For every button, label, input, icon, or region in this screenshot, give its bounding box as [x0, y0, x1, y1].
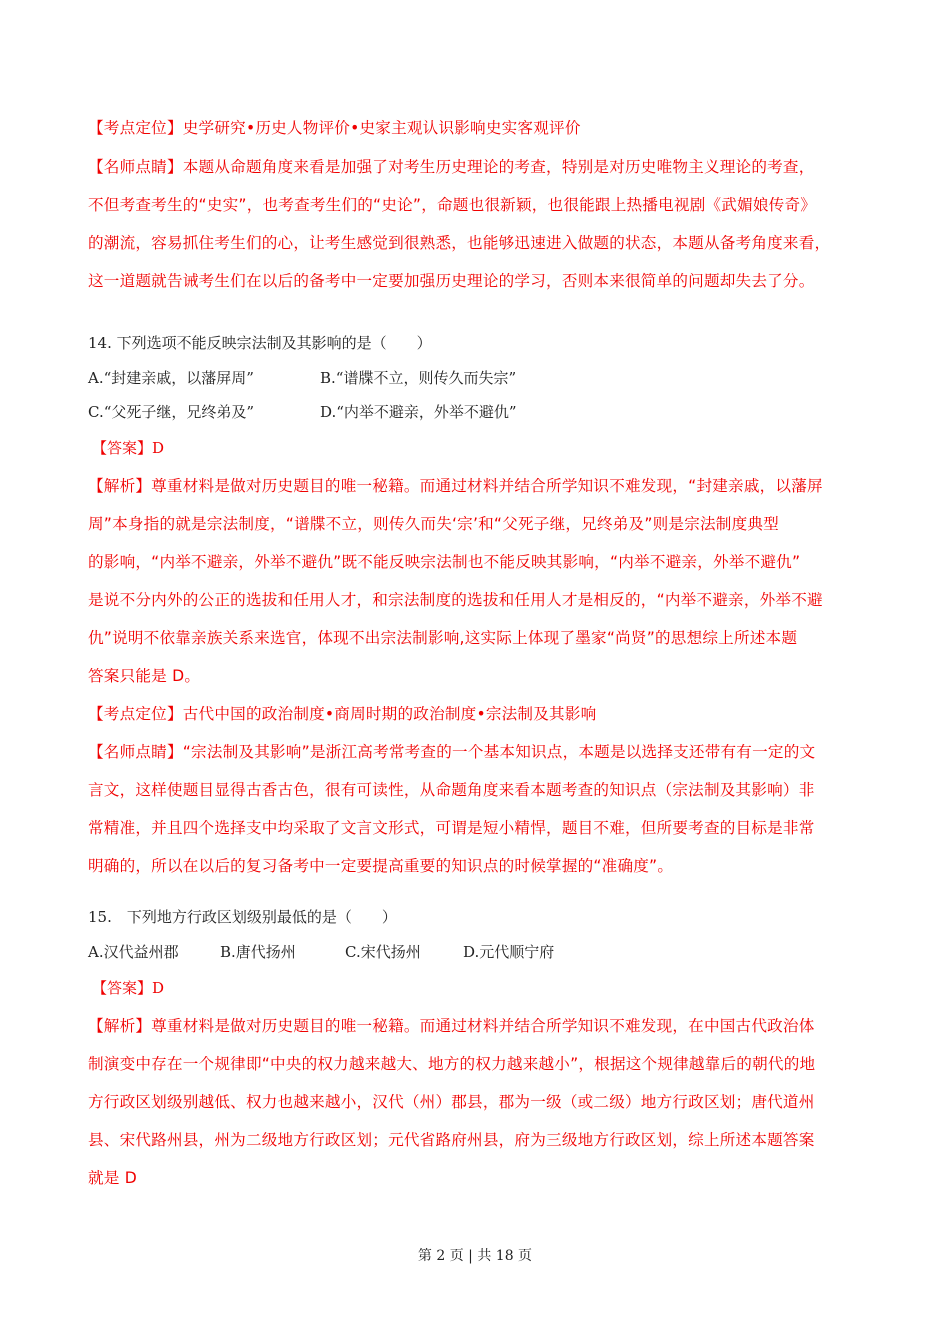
q15-option-d: D.元代顺宁府 [463, 943, 555, 961]
q14-analysis-line: 周”本身指的就是宗法制度，“谱牒不立，则传久而失‘宗’和“父死子继，兄终弟及”则是宗法制度典型 [88, 515, 779, 533]
q14-mingshi-line: 常精准，并且四个选择支中均采取了文言文形式，可谓是短小精悍，题目不难，但所要考查的目标是非常 [88, 819, 815, 837]
q13-mingshi-line: 不但考查考生的“史实”，也考查考生们的“史论”，命题也很新颖，也很能跟上热播电视剧《武媚娘传奇》 [88, 196, 817, 214]
q14-option-b: B.“谱牒不立，则传久而失宗” [320, 369, 517, 387]
q15-analysis-line: 方行政区划级别越低、权力也越来越小，汉代（州）郡县，郡为一级（或二级）地方行政区划；唐代道州 [88, 1093, 815, 1111]
q14-option-a: A.“封建亲戚，以藩屏周” [88, 369, 254, 387]
q14-stem: 14. 下列选项不能反映宗法制及其影响的是（ ） [88, 334, 432, 352]
q15-option-c: C.宋代扬州 [345, 943, 421, 961]
q14-analysis-line: 仇”说明不依靠亲族关系来选官，体现不出宗法制影响,这实际上体现了墨家“尚贤”的思想综上所述本题 [88, 629, 798, 647]
q14-option-c: C.“父死子继，兄终弟及” [88, 403, 255, 421]
q13-mingshi-line: 的潮流，容易抓住考生们的心，让考生感觉到很熟悉，也能够迅速进入做题的状态，本题从备考角度来看， [88, 234, 831, 252]
q15-answer: 【答案】D [92, 979, 165, 997]
q15-analysis-line: 制演变中存在一个规律即“中央的权力越来越大、地方的权力越来越小”，根据这个规律越靠后的朝代的地 [88, 1055, 816, 1073]
page-footer: 第 2 页 | 共 18 页 [417, 1248, 533, 1264]
q13-mingshi-line: 这一道题就告诫考生们在以后的备考中一定要加强历史理论的学习，否则本来很简单的问题却失去了分。 [88, 272, 815, 290]
q14-mingshi-line: 言文，这样使题目显得古香古色，很有可读性，从命题角度来看本题考查的知识点（宗法制及其影响）非 [88, 781, 815, 799]
q15-option-b: B.唐代扬州 [220, 943, 296, 961]
q14-analysis-line: 【解析】尊重材料是做对历史题目的唯一秘籍。而通过材料并结合所学知识不难发现，“封建亲戚，以藩屏 [88, 477, 823, 495]
q14-kaodian: 【考点定位】古代中国的政治制度•商周时期的政治制度•宗法制及其影响 [88, 705, 597, 723]
q15-analysis-line: 就是 D [88, 1169, 137, 1187]
q15-option-a: A.汉代益州郡 [88, 943, 179, 961]
q13-mingshi-line: 【名师点睛】本题从命题角度来看是加强了对考生历史理论的考查，特别是对历史唯物主义理论的考查， [88, 158, 815, 176]
q15-analysis-line: 【解析】尊重材料是做对历史题目的唯一秘籍。而通过材料并结合所学知识不难发现，在中国古代政治体 [88, 1017, 815, 1035]
q15-analysis-line: 县、宋代路州县，州为二级地方行政区划；元代省路府州县，府为三级地方行政区划，综上所述本题答案 [88, 1131, 815, 1149]
q14-analysis-line: 是说不分内外的公正的选拔和任用人才，和宗法制度的选拔和任用人才是相反的，“内举不避亲，外举不避 [88, 591, 823, 609]
q13-kaodian: 【考点定位】史学研究•历史人物评价•史家主观认识影响史实客观评价 [88, 119, 581, 137]
q14-option-d: D.“内举不避亲，外举不避仇” [320, 403, 517, 421]
q14-analysis-line: 答案只能是 D。 [88, 667, 201, 685]
q14-mingshi-line: 【名师点睛】“宗法制及其影响”是浙江高考常考查的一个基本知识点，本题是以选择支还带有有一定的文 [88, 743, 816, 761]
q15-stem: 15. 下列地方行政区划级别最低的是（ ） [88, 908, 397, 926]
q14-analysis-line: 的影响，“内举不避亲，外举不避仇”既不能反映宗法制也不能反映其影响，“内举不避亲，外举不避仇” [88, 553, 801, 571]
q14-answer: 【答案】D [92, 439, 165, 457]
q14-mingshi-line: 明确的，所以在以后的复习备考中一定要提高重要的知识点的时候掌握的“准确度”。 [88, 857, 674, 875]
